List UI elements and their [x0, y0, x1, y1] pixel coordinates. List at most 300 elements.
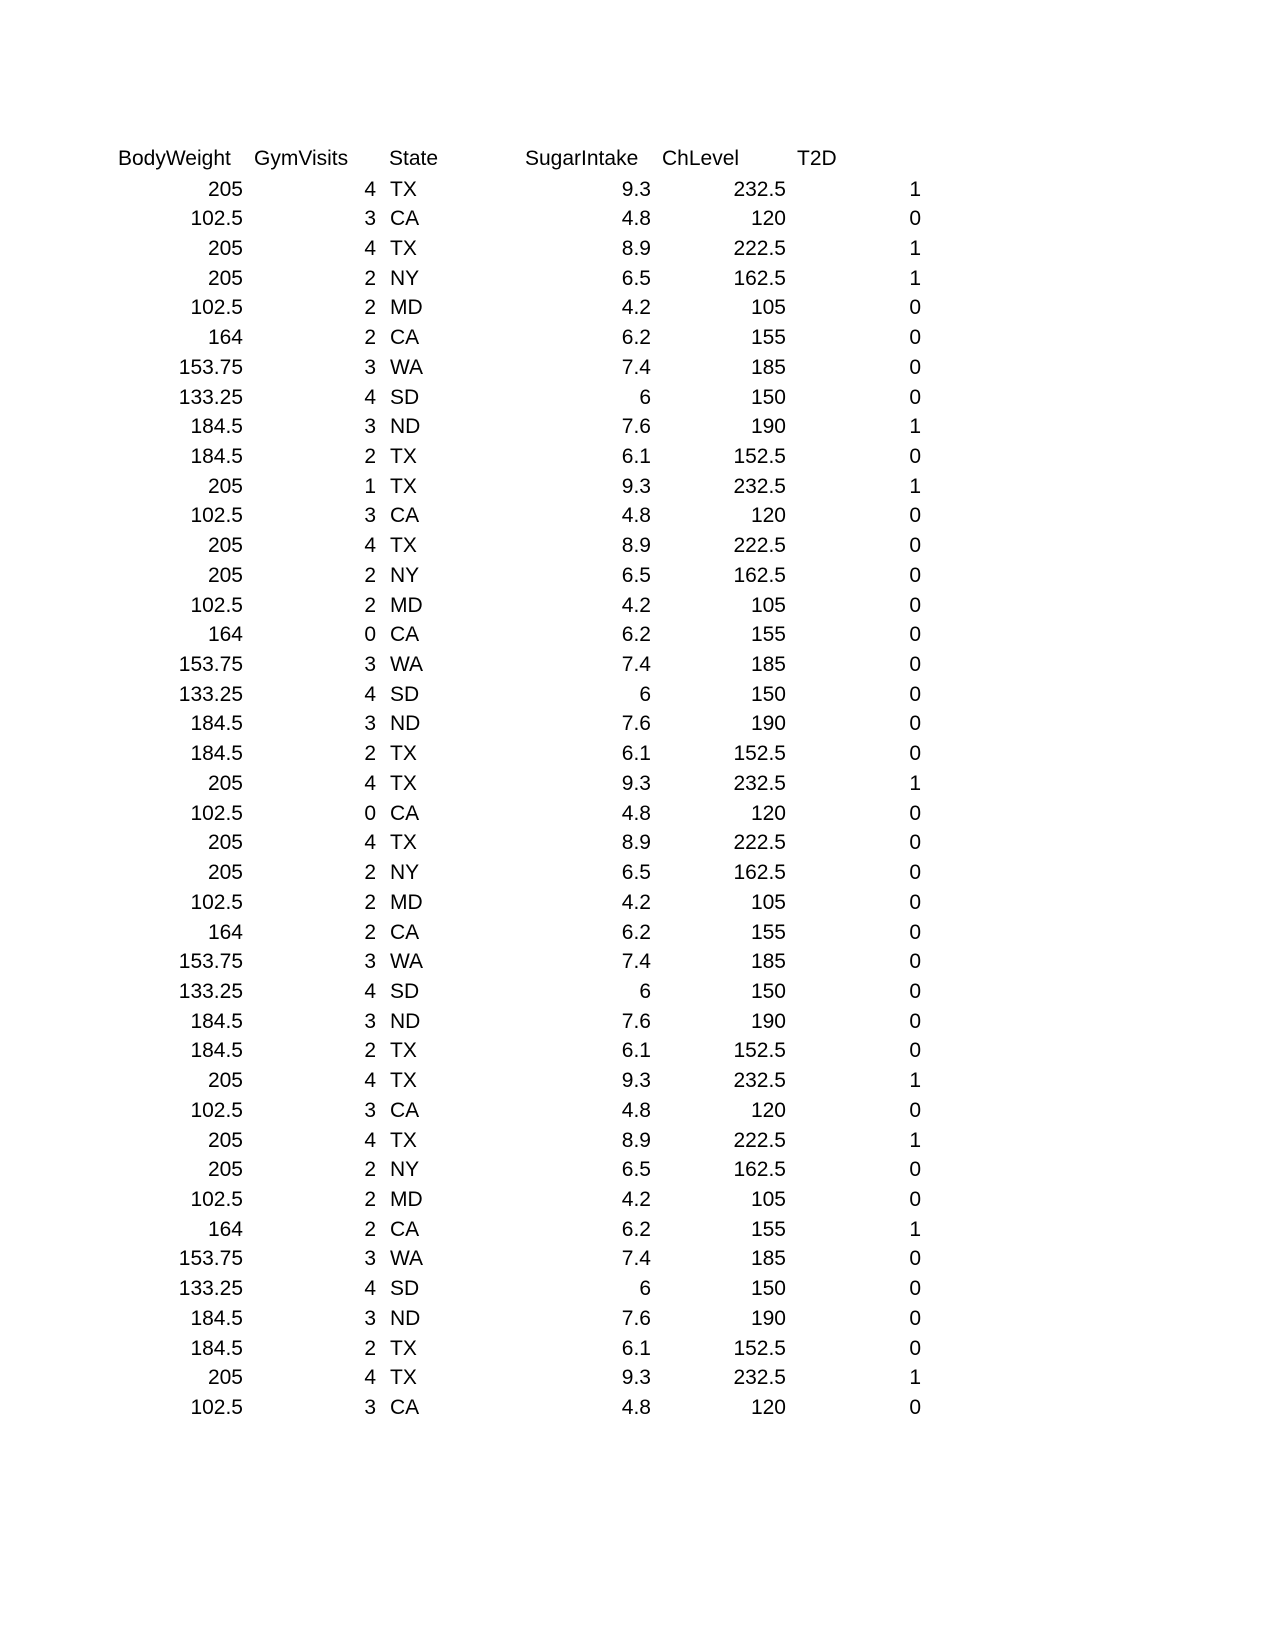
cell-t2d: 0 [909, 623, 921, 647]
cell-chlevel: 105 [750, 593, 786, 617]
cell-t2d: 0 [909, 1158, 921, 1182]
table-row [0, 322, 1275, 353]
cell-sugarintake: 9.3 [621, 1069, 651, 1093]
cell-gymvisits: 4 [364, 236, 376, 260]
cell-chlevel: 150 [750, 1277, 786, 1301]
cell-state: NY [390, 1158, 420, 1182]
cell-chlevel: 162.5 [733, 266, 786, 290]
table-row [0, 768, 1275, 799]
cell-chlevel: 155 [750, 920, 786, 944]
cell-gymvisits: 2 [364, 593, 376, 617]
cell-sugarintake: 7.4 [621, 1247, 651, 1271]
cell-gymvisits: 4 [364, 534, 376, 558]
cell-t2d: 0 [909, 296, 921, 320]
cell-gymvisits: 3 [364, 1247, 376, 1271]
cell-chlevel: 222.5 [733, 534, 786, 558]
cell-sugarintake: 7.4 [621, 950, 651, 974]
cell-t2d: 1 [909, 1069, 921, 1093]
cell-sugarintake: 8.9 [621, 831, 651, 855]
cell-bodyweight: 102.5 [190, 1396, 243, 1420]
cell-bodyweight: 153.75 [178, 1247, 243, 1271]
cell-state: TX [390, 771, 417, 795]
cell-gymvisits: 3 [364, 1396, 376, 1420]
cell-bodyweight: 133.25 [178, 385, 243, 409]
cell-gymvisits: 1 [364, 474, 376, 498]
cell-state: TX [390, 1128, 417, 1152]
cell-state: TX [390, 831, 417, 855]
table-row [0, 411, 1275, 442]
table-row [0, 976, 1275, 1007]
cell-state: CA [390, 623, 420, 647]
cell-bodyweight: 184.5 [190, 1039, 243, 1063]
cell-t2d: 1 [909, 474, 921, 498]
table-row [0, 827, 1275, 858]
cell-sugarintake: 7.4 [621, 355, 651, 379]
table-row [0, 1035, 1275, 1066]
table-row [0, 1273, 1275, 1304]
cell-bodyweight: 164 [207, 623, 243, 647]
cell-chlevel: 232.5 [733, 474, 786, 498]
table-row [0, 649, 1275, 680]
cell-t2d: 1 [909, 236, 921, 260]
cell-chlevel: 232.5 [733, 1366, 786, 1390]
cell-state: WA [390, 355, 424, 379]
cell-bodyweight: 184.5 [190, 415, 243, 439]
cell-bodyweight: 102.5 [190, 296, 243, 320]
cell-state: CA [390, 504, 420, 528]
cell-bodyweight: 205 [207, 563, 243, 587]
cell-bodyweight: 205 [207, 861, 243, 885]
cell-gymvisits: 4 [364, 771, 376, 795]
table-row [0, 708, 1275, 739]
cell-t2d: 0 [909, 742, 921, 766]
cell-chlevel: 162.5 [733, 861, 786, 885]
table-row [0, 917, 1275, 948]
cell-chlevel: 190 [750, 1306, 786, 1330]
cell-t2d: 0 [909, 653, 921, 677]
cell-gymvisits: 3 [364, 355, 376, 379]
table-row [0, 619, 1275, 650]
cell-bodyweight: 184.5 [190, 444, 243, 468]
cell-bodyweight: 205 [207, 534, 243, 558]
table-row [0, 1125, 1275, 1156]
cell-bodyweight: 102.5 [190, 1187, 243, 1211]
cell-bodyweight: 205 [207, 1158, 243, 1182]
cell-bodyweight: 102.5 [190, 504, 243, 528]
cell-sugarintake: 6.2 [621, 623, 651, 647]
table-row [0, 1362, 1275, 1393]
table-row [0, 857, 1275, 888]
cell-bodyweight: 153.75 [178, 355, 243, 379]
cell-t2d: 0 [909, 712, 921, 736]
table-row [0, 292, 1275, 323]
cell-t2d: 0 [909, 1247, 921, 1271]
cell-gymvisits: 2 [364, 266, 376, 290]
cell-gymvisits: 2 [364, 1217, 376, 1241]
cell-gymvisits: 2 [364, 1158, 376, 1182]
cell-chlevel: 162.5 [733, 563, 786, 587]
cell-state: TX [390, 1039, 417, 1063]
cell-sugarintake: 6.5 [621, 563, 651, 587]
cell-t2d: 0 [909, 355, 921, 379]
cell-gymvisits: 4 [364, 1366, 376, 1390]
cell-gymvisits: 4 [364, 682, 376, 706]
cell-state: SD [390, 979, 420, 1003]
cell-t2d: 0 [909, 1098, 921, 1122]
cell-state: ND [390, 1009, 421, 1033]
cell-t2d: 1 [909, 771, 921, 795]
table-row [0, 679, 1275, 710]
cell-gymvisits: 2 [364, 890, 376, 914]
cell-state: NY [390, 861, 420, 885]
cell-state: ND [390, 712, 421, 736]
cell-bodyweight: 102.5 [190, 801, 243, 825]
cell-gymvisits: 4 [364, 979, 376, 1003]
table-row [0, 1243, 1275, 1274]
table-row [0, 530, 1275, 561]
cell-bodyweight: 164 [207, 326, 243, 350]
cell-t2d: 0 [909, 890, 921, 914]
cell-sugarintake: 6.5 [621, 1158, 651, 1182]
cell-bodyweight: 205 [207, 266, 243, 290]
cell-chlevel: 222.5 [733, 1128, 786, 1152]
cell-bodyweight: 205 [207, 1128, 243, 1152]
header-sugarintake: SugarIntake [525, 147, 639, 170]
cell-state: TX [390, 534, 417, 558]
cell-chlevel: 222.5 [733, 831, 786, 855]
cell-chlevel: 190 [750, 415, 786, 439]
cell-t2d: 1 [909, 1366, 921, 1390]
table-row [0, 263, 1275, 294]
cell-t2d: 0 [909, 950, 921, 974]
cell-chlevel: 105 [750, 296, 786, 320]
cell-t2d: 0 [909, 326, 921, 350]
table-row [0, 1392, 1275, 1423]
cell-sugarintake: 6.2 [621, 326, 651, 350]
cell-t2d: 1 [909, 415, 921, 439]
cell-gymvisits: 2 [364, 742, 376, 766]
cell-gymvisits: 2 [364, 861, 376, 885]
cell-t2d: 0 [909, 385, 921, 409]
cell-gymvisits: 3 [364, 712, 376, 736]
cell-gymvisits: 4 [364, 385, 376, 409]
cell-sugarintake: 4.8 [621, 207, 651, 231]
cell-chlevel: 120 [750, 801, 786, 825]
cell-bodyweight: 102.5 [190, 207, 243, 231]
table-row [0, 441, 1275, 472]
cell-bodyweight: 133.25 [178, 1277, 243, 1301]
cell-sugarintake: 4.8 [621, 1396, 651, 1420]
cell-gymvisits: 2 [364, 1336, 376, 1360]
table-row [0, 590, 1275, 621]
cell-state: CA [390, 801, 420, 825]
cell-bodyweight: 164 [207, 920, 243, 944]
cell-chlevel: 105 [750, 1187, 786, 1211]
cell-state: TX [390, 177, 417, 201]
cell-sugarintake: 9.3 [621, 177, 651, 201]
cell-gymvisits: 3 [364, 1098, 376, 1122]
cell-bodyweight: 205 [207, 831, 243, 855]
cell-t2d: 0 [909, 920, 921, 944]
cell-state: CA [390, 207, 420, 231]
cell-chlevel: 155 [750, 623, 786, 647]
cell-chlevel: 155 [750, 1217, 786, 1241]
cell-sugarintake: 8.9 [621, 1128, 651, 1152]
cell-bodyweight: 184.5 [190, 712, 243, 736]
cell-sugarintake: 9.3 [621, 1366, 651, 1390]
cell-t2d: 0 [909, 1277, 921, 1301]
cell-gymvisits: 3 [364, 1009, 376, 1033]
table-row [0, 738, 1275, 769]
table-row [0, 1303, 1275, 1334]
cell-sugarintake: 7.4 [621, 653, 651, 677]
table-row [0, 1095, 1275, 1126]
cell-sugarintake: 9.3 [621, 474, 651, 498]
cell-state: MD [390, 593, 423, 617]
cell-sugarintake: 6.1 [621, 742, 651, 766]
cell-gymvisits: 3 [364, 504, 376, 528]
table-row [0, 1006, 1275, 1037]
cell-state: TX [390, 742, 417, 766]
cell-gymvisits: 4 [364, 831, 376, 855]
cell-gymvisits: 2 [364, 326, 376, 350]
cell-chlevel: 150 [750, 979, 786, 1003]
cell-sugarintake: 6.2 [621, 1217, 651, 1241]
table-row [0, 1184, 1275, 1215]
cell-chlevel: 120 [750, 207, 786, 231]
cell-chlevel: 152.5 [733, 742, 786, 766]
cell-t2d: 0 [909, 1336, 921, 1360]
cell-state: ND [390, 1306, 421, 1330]
cell-state: CA [390, 920, 420, 944]
cell-chlevel: 155 [750, 326, 786, 350]
cell-sugarintake: 7.6 [621, 1306, 651, 1330]
cell-t2d: 1 [909, 1217, 921, 1241]
cell-sugarintake: 7.6 [621, 415, 651, 439]
cell-gymvisits: 3 [364, 653, 376, 677]
cell-gymvisits: 3 [364, 1306, 376, 1330]
table-row [0, 352, 1275, 383]
cell-sugarintake: 6.5 [621, 266, 651, 290]
cell-gymvisits: 2 [364, 1187, 376, 1211]
cell-chlevel: 190 [750, 1009, 786, 1033]
cell-bodyweight: 184.5 [190, 742, 243, 766]
cell-chlevel: 105 [750, 890, 786, 914]
cell-chlevel: 185 [750, 653, 786, 677]
cell-state: CA [390, 1396, 420, 1420]
cell-chlevel: 185 [750, 950, 786, 974]
cell-bodyweight: 133.25 [178, 979, 243, 1003]
table-row [0, 946, 1275, 977]
cell-state: CA [390, 326, 420, 350]
cell-state: TX [390, 1366, 417, 1390]
cell-t2d: 1 [909, 1128, 921, 1152]
cell-gymvisits: 2 [364, 444, 376, 468]
cell-t2d: 0 [909, 534, 921, 558]
table-row [0, 382, 1275, 413]
cell-t2d: 0 [909, 1306, 921, 1330]
cell-t2d: 0 [909, 801, 921, 825]
cell-chlevel: 232.5 [733, 1069, 786, 1093]
table-row [0, 203, 1275, 234]
header-row [0, 143, 1275, 174]
cell-sugarintake: 4.2 [621, 296, 651, 320]
cell-t2d: 0 [909, 444, 921, 468]
table-row [0, 1333, 1275, 1364]
cell-state: NY [390, 266, 420, 290]
cell-gymvisits: 4 [364, 1069, 376, 1093]
cell-state: SD [390, 385, 420, 409]
cell-chlevel: 185 [750, 1247, 786, 1271]
cell-t2d: 1 [909, 266, 921, 290]
cell-gymvisits: 0 [364, 801, 376, 825]
cell-t2d: 0 [909, 563, 921, 587]
cell-state: MD [390, 1187, 423, 1211]
cell-bodyweight: 164 [207, 1217, 243, 1241]
table-row [0, 1154, 1275, 1185]
cell-sugarintake: 7.6 [621, 712, 651, 736]
cell-sugarintake: 8.9 [621, 534, 651, 558]
cell-state: MD [390, 890, 423, 914]
cell-state: SD [390, 1277, 420, 1301]
cell-t2d: 0 [909, 1009, 921, 1033]
cell-bodyweight: 133.25 [178, 682, 243, 706]
cell-sugarintake: 8.9 [621, 236, 651, 260]
header-t2d: T2D [797, 147, 837, 170]
cell-chlevel: 232.5 [733, 177, 786, 201]
cell-bodyweight: 205 [207, 1069, 243, 1093]
cell-bodyweight: 102.5 [190, 1098, 243, 1122]
cell-t2d: 0 [909, 979, 921, 1003]
table-row [0, 174, 1275, 205]
table-row [0, 798, 1275, 829]
header-gymvisits: GymVisits [254, 147, 349, 170]
cell-chlevel: 120 [750, 1098, 786, 1122]
cell-sugarintake: 4.8 [621, 1098, 651, 1122]
table-row [0, 1214, 1275, 1245]
cell-sugarintake: 7.6 [621, 1009, 651, 1033]
cell-bodyweight: 184.5 [190, 1336, 243, 1360]
cell-sugarintake: 6.5 [621, 861, 651, 885]
cell-sugarintake: 6.1 [621, 1039, 651, 1063]
cell-gymvisits: 2 [364, 920, 376, 944]
cell-gymvisits: 3 [364, 415, 376, 439]
cell-sugarintake: 4.2 [621, 1187, 651, 1211]
cell-t2d: 0 [909, 831, 921, 855]
cell-bodyweight: 205 [207, 1366, 243, 1390]
table-row [0, 1065, 1275, 1096]
header-bodyweight: BodyWeight [118, 147, 231, 170]
cell-sugarintake: 6 [639, 1277, 651, 1301]
cell-state: MD [390, 296, 423, 320]
cell-sugarintake: 4.2 [621, 890, 651, 914]
cell-t2d: 0 [909, 861, 921, 885]
cell-gymvisits: 4 [364, 1277, 376, 1301]
header-chlevel: ChLevel [662, 147, 740, 170]
cell-chlevel: 190 [750, 712, 786, 736]
cell-t2d: 0 [909, 593, 921, 617]
cell-chlevel: 232.5 [733, 771, 786, 795]
cell-t2d: 0 [909, 1187, 921, 1211]
cell-state: WA [390, 653, 424, 677]
table-row [0, 500, 1275, 531]
cell-bodyweight: 102.5 [190, 593, 243, 617]
cell-state: CA [390, 1098, 420, 1122]
cell-state: TX [390, 1336, 417, 1360]
cell-t2d: 0 [909, 1396, 921, 1420]
cell-gymvisits: 2 [364, 296, 376, 320]
cell-chlevel: 222.5 [733, 236, 786, 260]
cell-sugarintake: 6 [639, 385, 651, 409]
cell-sugarintake: 6.1 [621, 1336, 651, 1360]
cell-bodyweight: 205 [207, 771, 243, 795]
cell-chlevel: 150 [750, 385, 786, 409]
cell-state: CA [390, 1217, 420, 1241]
cell-gymvisits: 2 [364, 1039, 376, 1063]
cell-bodyweight: 205 [207, 474, 243, 498]
cell-t2d: 0 [909, 1039, 921, 1063]
table-row [0, 471, 1275, 502]
cell-gymvisits: 4 [364, 177, 376, 201]
cell-sugarintake: 6.2 [621, 920, 651, 944]
cell-bodyweight: 153.75 [178, 950, 243, 974]
cell-chlevel: 150 [750, 682, 786, 706]
cell-sugarintake: 4.8 [621, 801, 651, 825]
cell-state: NY [390, 563, 420, 587]
cell-state: TX [390, 474, 417, 498]
header-state: State [389, 147, 439, 170]
cell-bodyweight: 205 [207, 236, 243, 260]
cell-gymvisits: 0 [364, 623, 376, 647]
cell-sugarintake: 6 [639, 979, 651, 1003]
cell-chlevel: 162.5 [733, 1158, 786, 1182]
cell-t2d: 0 [909, 207, 921, 231]
cell-chlevel: 120 [750, 504, 786, 528]
table-row [0, 233, 1275, 264]
cell-gymvisits: 3 [364, 950, 376, 974]
cell-t2d: 1 [909, 177, 921, 201]
cell-chlevel: 152.5 [733, 1336, 786, 1360]
cell-gymvisits: 2 [364, 563, 376, 587]
table-row [0, 560, 1275, 591]
cell-state: TX [390, 444, 417, 468]
cell-chlevel: 152.5 [733, 444, 786, 468]
cell-chlevel: 185 [750, 355, 786, 379]
cell-sugarintake: 9.3 [621, 771, 651, 795]
cell-gymvisits: 4 [364, 1128, 376, 1152]
cell-state: ND [390, 415, 421, 439]
cell-bodyweight: 184.5 [190, 1009, 243, 1033]
cell-sugarintake: 6.1 [621, 444, 651, 468]
cell-sugarintake: 6 [639, 682, 651, 706]
cell-bodyweight: 205 [207, 177, 243, 201]
cell-state: WA [390, 1247, 424, 1271]
cell-gymvisits: 3 [364, 207, 376, 231]
cell-chlevel: 120 [750, 1396, 786, 1420]
cell-state: TX [390, 236, 417, 260]
cell-state: SD [390, 682, 420, 706]
cell-t2d: 0 [909, 682, 921, 706]
cell-bodyweight: 184.5 [190, 1306, 243, 1330]
table-row [0, 887, 1275, 918]
cell-state: WA [390, 950, 424, 974]
cell-t2d: 0 [909, 504, 921, 528]
cell-bodyweight: 102.5 [190, 890, 243, 914]
cell-bodyweight: 153.75 [178, 653, 243, 677]
cell-state: TX [390, 1069, 417, 1093]
cell-sugarintake: 4.8 [621, 504, 651, 528]
cell-sugarintake: 4.2 [621, 593, 651, 617]
